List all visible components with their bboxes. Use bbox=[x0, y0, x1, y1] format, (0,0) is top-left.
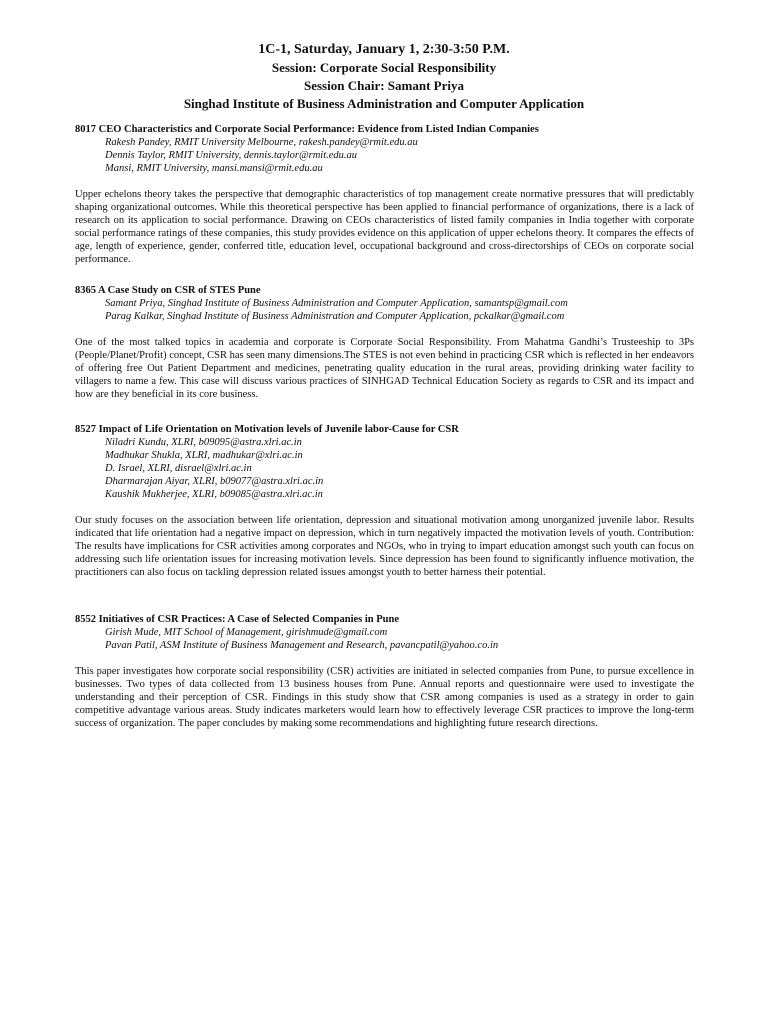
author-list bbox=[105, 436, 694, 501]
paper-8552 bbox=[75, 613, 694, 730]
paper-8365 bbox=[75, 284, 694, 401]
author-line: Madhukar Shukla, XLRI, madhukar@xlri.ac.in bbox=[105, 450, 303, 461]
author-line: Girish Mude, MIT School of Management, girishmude@gmail.com bbox=[105, 627, 388, 638]
author-list bbox=[105, 136, 694, 175]
paper-abstract: This paper investigates how corporate social responsibility (CSR) activities are initiated in selected companies from Pune, to pursue excellence in businesses. Two types of data collected from 13 business houses from Pune. Annual reports and questionnaire were used to investigate the understanding and their perception of CSR. Findings in this study show that CSR among companies is used as a strategy in order to gain competitive advantage various areas. Study indicates marketers would learn how to effectively leverage CSR practices to improve the long-term success of organization. The paper concludes by making some recommendations and highlighting future research directions. bbox=[75, 666, 694, 730]
session-header bbox=[0, 41, 768, 113]
author-line: D. Israel, XLRI, disrael@xlri.ac.in bbox=[105, 463, 252, 474]
author-list bbox=[105, 297, 694, 323]
session-chair: Session Chair: Samant Priya bbox=[304, 78, 464, 93]
paper-8017 bbox=[75, 123, 694, 267]
author-line: Dennis Taylor, RMIT University, dennis.taylor@rmit.edu.au bbox=[105, 150, 358, 161]
session-time: 1C-1, Saturday, January 1, 2:30-3:50 P.M. bbox=[258, 42, 510, 57]
author-line: Rakesh Pandey, RMIT University Melbourne, rakesh.pandey@rmit.edu.au bbox=[105, 137, 418, 148]
paper-abstract: One of the most talked topics in academia and corporate is Corporate Social Responsibility. From Mahatma Gandhi’s Trusteeship to 3Ps (People/Planet/Profit) concept, CSR has seen many dimensions.The STES is not even behind in practicing CSR which is reflected in her endeavors of offering free Out Patient Department and medicines, penetrating quality education in the rural areas, providing drinking water facility to villagers to name a few. This case will discuss various practices of SINHGAD Technical Education Society as regards to CSR and its impact and how are they beneficial in its core business. bbox=[75, 337, 694, 401]
session-title: Session: Corporate Social Responsibility bbox=[271, 60, 497, 75]
author-list bbox=[105, 626, 694, 652]
author-line: Pavan Patil, ASM Institute of Business Management and Research, pavancpatil@yahoo.co.in bbox=[105, 640, 499, 651]
paper-title: 8365 A Case Study on CSR of STES Pune bbox=[75, 285, 261, 296]
author-line: Mansi, RMIT University, mansi.mansi@rmit.edu.au bbox=[105, 163, 323, 174]
paper-8527 bbox=[75, 423, 694, 579]
paper-abstract: Our study focuses on the association between life orientation, depression and situational motivation among unorganized juvenile labor. Results indicated that life orientation had a negative impact on depression, which in turn negatively impacted the motivation levels of youth. Contribution: The results have implications for CSR activities among corporates and NGOs, who in trying to impart education amongst such youth can focus on addressing such life orientation issues for increasing motivation levels. Since depression has been found to significantly influence motivation, the practitioners can also focus on tackling depression related issues amongst youth to better harness their potential. bbox=[75, 515, 694, 579]
author-line: Parag Kalkar, Singhad Institute of Business Administration and Computer Application, pckalkar@gmail.com bbox=[105, 311, 565, 322]
author-line: Dharmarajan Aiyar, XLRI, b09077@astra.xlri.ac.in bbox=[105, 476, 324, 487]
paper-abstract: Upper echelons theory takes the perspective that demographic characteristics of top management create normative pressures that will predictably shaping organizational outcomes. While this theoretical perspective has been applied to financial performance of organizations, there is a lack of research on its application to social performance. Drawing on CEOs characteristics of listed family companies in India together with corporate social performance ratings of these companies, this study provides evidence on this application of upper echelons theory. It compares the effects of age, length of experience, gender, conferred title, education level, occupational background and cross-directorships of CEOs on corporate social performance. bbox=[75, 189, 694, 266]
paper-title: 8552 Initiatives of CSR Practices: A Case of Selected Companies in Pune bbox=[75, 614, 400, 625]
author-line: Niladri Kundu, XLRI, b09095@astra.xlri.ac.in bbox=[105, 437, 302, 448]
author-line: Kaushik Mukherjee, XLRI, b09085@astra.xlri.ac.in bbox=[105, 489, 323, 500]
session-institute: Singhad Institute of Business Administration and Computer Application bbox=[183, 96, 585, 111]
author-line: Samant Priya, Singhad Institute of Business Administration and Computer Application, samantsp@gmail.com bbox=[105, 298, 568, 309]
paper-title: 8527 Impact of Life Orientation on Motivation levels of Juvenile labor-Cause for CSR bbox=[75, 424, 459, 435]
paper-title: 8017 CEO Characteristics and Corporate Social Performance: Evidence from Listed Indian Companies bbox=[75, 124, 539, 135]
